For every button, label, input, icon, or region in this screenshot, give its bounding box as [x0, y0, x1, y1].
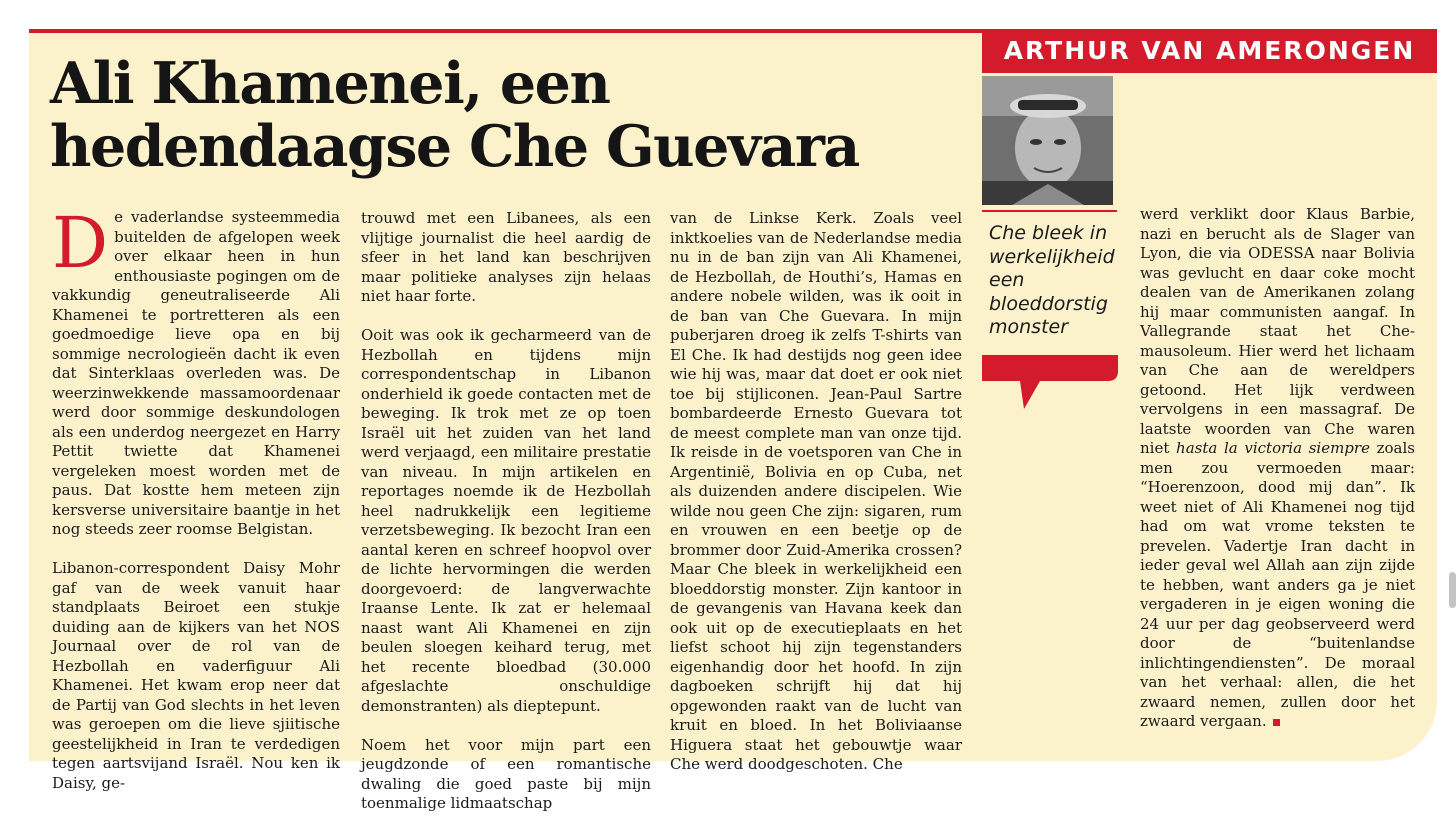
paragraph-text: e vaderlandse systeemmedia buitelden de afgelopen week over elkaar heen in hun enthousiaste pogingen om de vakkundig geneutraliseerde Ali Khamenei te portretteren als een goedmoedige lieve opa en bij sommige necrologieën dacht ik even dat Sinterklaas overleden was. De weerzinwekkende massamoordenaar werd door sommige deskundologen als een underdog neergezet en Harry Pettit twiette dat Khamenei vergeleken moest worden met de paus. Dat kostte hem meteen zijn kersverse universitaire baantje in het nog steeds zeer roomse Belgistan. [52, 208, 340, 538]
scrollbar-thumb[interactable] [1449, 572, 1456, 608]
quote-line-5: monster [989, 316, 1069, 338]
quote-line-2: werkelijkheid [989, 245, 1115, 268]
paragraph: trouwd met een Libanees, als een vlijtige journalist die heel aardig de sfeer in het land kan beschrijven maar politieke analyses zijn helaas niet haar forte. [361, 209, 651, 305]
article-column-2 [361, 209, 651, 833]
title-line-1: Ali Khamenei, een [50, 50, 610, 117]
article-column-4 [1140, 205, 1415, 751]
drop-cap: D [52, 202, 109, 284]
paragraph-text: werd verklikt door Klaus Barbie, nazi en berucht als de Slager van Lyon, die via ODESSA naar Bolivia was gevlucht en daar coke mocht dealen van de Amerikanen zolang hij maar communisten aangaf. In Vallegrande staat het Che-mausoleum. Hier werd het lichaam van Che aan de wereldpers getoond. Het lijk verdween vervolgens in een massagraf. De laatste woorden van Che waren niet [1140, 205, 1415, 457]
paragraph: Libanon-correspondent Daisy Mohr gaf van de week vanuit haar standplaats Beiroet een stukje duiding aan de kijkers van het NOS Journaal over de rol van de Hezbollah en vaderfiguur Ali Khamenei. Het kwam erop neer dat de Partij van God slechts in het leven was geroepen om die lieve sjiitische geestelijkheid in Iran te verdedigen tegen aartsvijand Israël. Nou ken ik Daisy, ge- [52, 559, 340, 792]
end-mark-icon [1273, 719, 1280, 726]
author-photo [982, 76, 1113, 205]
quote-line-4: bloeddorstig [989, 292, 1108, 315]
paragraph: Noem het voor mijn part een jeugdzonde of een romantische dwaling die goed paste bij mijn toenmalige lidmaatschap [361, 735, 651, 812]
article-column-1 [52, 202, 340, 813]
title-line-2: hedendaagse Che Guevara [50, 113, 859, 180]
paragraph: van de Linkse Kerk. Zoals veel inktkoelies van de Nederlandse media nu in de ban zijn van Ali Khamenei, de Hezbollah, de Houthi’s, Hamas en andere nobele wilden, was ik ooit in de ban van Che Guevara. In mijn puberjaren droeg ik zelfs T-shirts van El Che. Ik had destijds nog geen idee wie hij was, maar dat doet er ook niet toe bij stijliconen. Jean-Paul Sartre bombardeerde Ernesto Guevara tot de meest complete man van onze tijd. Ik reisde in de voetsporen van Che in Argentinië, Bolivia en op Cuba, net als duizenden andere discipelen. Wie wilde nou geen Che zijn: sigaren, rum en vrouwen en een beetje op de brommer door Zuid-Amerika crossen? Maar Che bleek in werkelijkheid een bloeddorstig monster. Zijn kantoor in de gevangenis van Havana keek dan ook uit op de executieplaats en het liefst schoot hij zijn tegenstanders eigenhandig door het hoofd. In zijn dagboeken schrijft hij dat hij opgewonden raakt van de lucht van kruit en bloed. In het Boliviaanse Higuera staat het gebouwtje waar Che werd doodgeschoten. Che [670, 209, 962, 773]
paragraph: Ooit was ook ik gecharmeerd van de Hezbollah en tijdens mijn correspondentschap in Libanon onderhield ik goede contacten met de beweging. Ik trok met ze op toen Israël uit het zuiden van het land werd verjaagd, een militaire prestatie van niveau. In mijn artikelen en reportages noemde ik de Hezbollah heel nadrukkelijk een legitieme verzetsbeweging. Ik bezocht Iran een aantal keren en schreef hoopvol over de lichte hervormingen die werden doorgevoerd: de langverwachte Iraanse Lente. Ik zat er helemaal naast want Ali Khamenei en zijn beulen sloegen keihard terug, met het recente bloedbad (30.000 afgeslachte onschuldige demonstranten) als dieptepunt. [361, 326, 651, 715]
author-portrait-icon [982, 76, 1113, 205]
quote-line-3: een [989, 269, 1025, 291]
italic-phrase: hasta la victoria siempre [1176, 439, 1370, 457]
article-title [50, 52, 970, 178]
pull-quote [989, 222, 1129, 340]
quote-rule [982, 210, 1117, 212]
author-banner: ARTHUR VAN AMERONGEN [982, 29, 1437, 73]
paragraph [52, 202, 340, 540]
speech-bubble-icon [982, 355, 1120, 411]
paragraph [1140, 205, 1415, 732]
paragraph-text: zoals men zou vermoeden maar: “Hoerenzoon, dood mij dan”. Ik weet niet of Ali Khamenei nog tijd had om wat vrome teksten te prevelen. Vadertje Iran dacht in ieder geval wel Allah aan zijn zijde te hebben, want anders ga je niet vergaderen in je eigen woning die 24 uur per dag geobserveerd werd door de “buitenlandse inlichtingendiensten”. De moraal van het verhaal: allen, die het zwaard nemen, zullen door het zwaard vergaan. [1140, 439, 1415, 730]
article-column-3 [670, 209, 962, 794]
quote-line-1: Che bleek in [989, 222, 1108, 244]
